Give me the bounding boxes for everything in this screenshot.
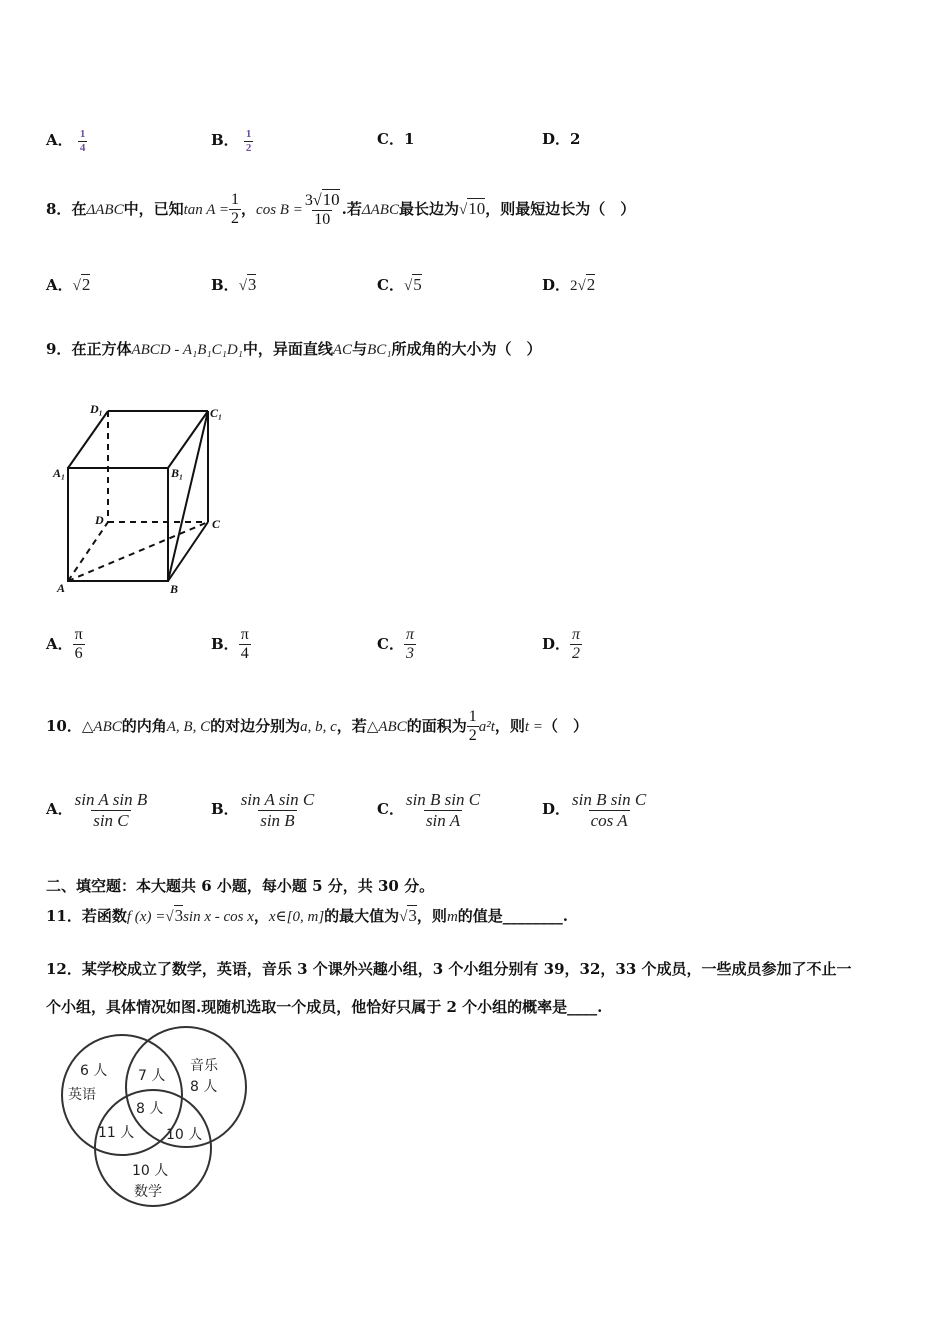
q12-line-2: 个小组，具体情况如图.现随机选取一个成员，他恰好只属于 2 个小组的概率是____. — [46, 998, 603, 1016]
cube-top-left-edge — [68, 411, 108, 468]
label-a: A — [57, 581, 66, 595]
q10-stem: 10．△ABC的内角A, B, C的对边分别为a, b, c，若△ABC的面积为 $\frac{1}{2}$ a²t，则t =（ ） — [46, 708, 588, 745]
q10-option-a: A． $\frac{\text{sin A sin B}}{\text{sin C}}$ — [46, 790, 148, 830]
venn-english-count: 6 人 — [80, 1063, 108, 1079]
q9-option-b: B． $\frac{\pi}{4}$ — [211, 626, 249, 663]
q8-stem: 8．在ΔABC中，已知tan A = $\frac{1}{2}$ ，cos B = $\frac{3√10}{10}$ .若ΔABC最长边为√10，则最短边长为（ ） — [46, 190, 636, 229]
venn-math-label: 数学 — [134, 1184, 162, 1200]
q8-option-c: C．√5 — [377, 275, 422, 294]
cube-figure — [40, 395, 240, 600]
label-b: B — [170, 582, 179, 596]
label-a1: A₁ — [53, 466, 66, 480]
q7-option-d: D．2 — [542, 130, 581, 148]
venn-diagram — [50, 1025, 260, 1215]
q7-option-b-fraction: $\frac{1}{2}$ — [245, 128, 252, 154]
q8-option-a: A．√2 — [46, 275, 91, 294]
q9-stem: 9．在正方体ABCD - A₁B₁C₁D₁中，异面直线AC与BC₁所成角的大小为（ ） — [46, 340, 542, 358]
venn-english-math: 11 人 — [98, 1125, 135, 1141]
q8-cos-fraction: $\frac{3√10}{10}$ — [304, 190, 340, 229]
label-c: C — [212, 517, 221, 531]
q10-option-d: D． $\frac{\text{sin B sin C}}{\text{cos A}}$ — [542, 790, 647, 830]
venn-music-count: 8 人 — [190, 1079, 218, 1095]
q9-option-d: D． $\frac{\pi}{2}$ — [542, 626, 581, 663]
section-2-title: 二、填空题：本大题共 6 小题，每小题 5 分，共 30 分。 — [46, 877, 435, 895]
venn-music-math: 10 人 — [166, 1127, 203, 1143]
q9-option-c: C． $\frac{\pi}{3}$ — [377, 626, 414, 663]
q8-option-b: B．√3 — [211, 275, 257, 294]
venn-all-three: 8 人 — [136, 1101, 164, 1117]
venn-math-count: 10 人 — [132, 1163, 169, 1179]
q7-option-a: A． $\frac{1}{4}$ — [46, 128, 86, 154]
diagonal-bc1 — [168, 411, 208, 581]
q7-option-a-fraction: $\frac{1}{4}$ — [79, 128, 86, 154]
label-d1: D₁ — [90, 402, 103, 416]
q8-tan-fraction: $\frac{1}{2}$ — [231, 191, 240, 228]
venn-english-music: 7 人 — [138, 1068, 166, 1084]
q9-option-a: A． $\frac{\pi}{6}$ — [46, 626, 83, 663]
q11-stem: 11．若函数f (x) =√3sin x - cos x，x∈[0, m]的最大值为√3，则m的值是________. — [46, 906, 569, 925]
hidden-edge-ad — [68, 522, 108, 581]
venn-music-label: 音乐 — [190, 1058, 218, 1074]
venn-english-label: 英语 — [68, 1087, 96, 1103]
label-d: D — [95, 513, 104, 527]
q12-line-1: 12．某学校成立了数学，英语，音乐 3 个课外兴趣小组，3 个小组分别有 39，32，33 个成员，一些成员参加了不止一 — [46, 960, 852, 978]
q10-option-b: B． $\frac{\text{sin A sin C}}{\text{sin B}}$ — [211, 790, 315, 830]
q8-option-d: D．2√2 — [542, 275, 596, 294]
q10-option-c: C． $\frac{\text{sin B sin C}}{\text{sin A}}$ — [377, 790, 481, 830]
q7-option-c: C．1 — [377, 130, 415, 148]
label-b1: B₁ — [171, 466, 184, 480]
cube-front-face — [68, 468, 168, 581]
label-c1: C₁ — [210, 406, 223, 420]
q7-option-b: B． $\frac{1}{2}$ — [211, 128, 252, 154]
